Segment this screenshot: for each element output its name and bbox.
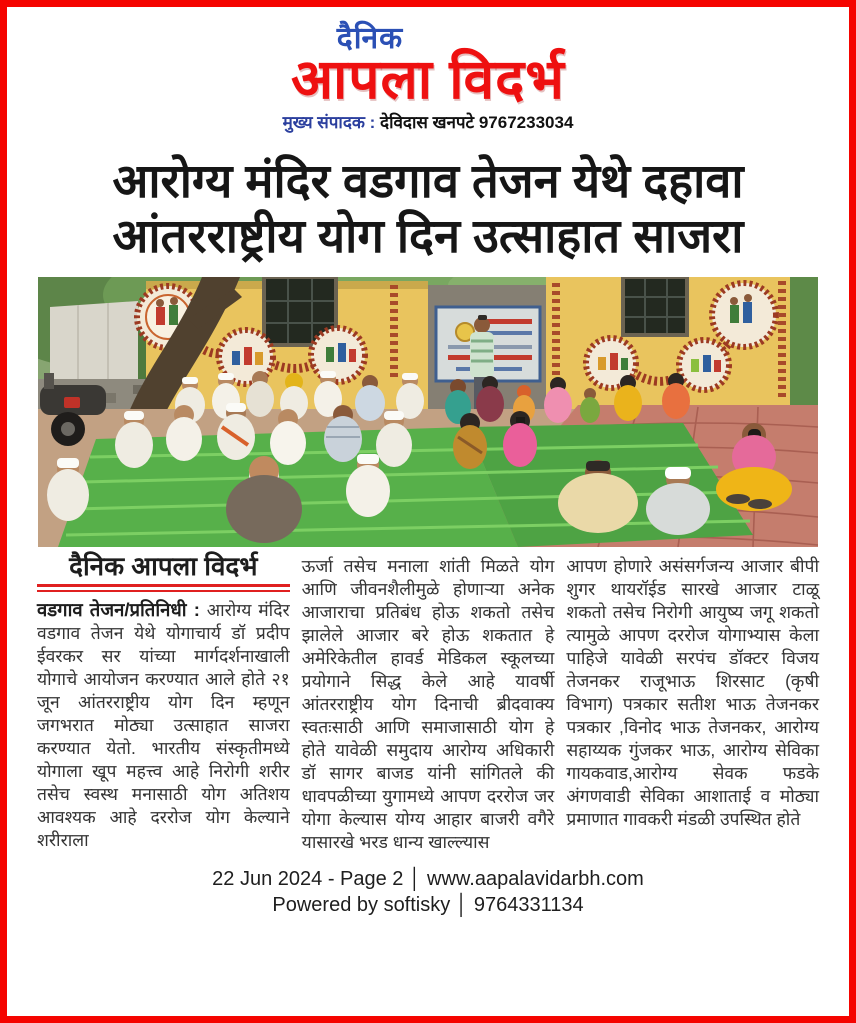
dateline: वडगाव तेजन/प्रतिनिधी :: [37, 599, 200, 621]
column1-paragraph: [37, 598, 290, 852]
yoga-gathering-photo: [38, 277, 818, 547]
column-heading: दैनिक आपला विदर्भ: [69, 551, 258, 582]
page-footer: [7, 868, 849, 917]
article-column-3: [566, 555, 819, 854]
column3-paragraph: [566, 555, 819, 831]
editor-value: देविदास खनपटे 9767233034: [375, 113, 574, 133]
window-right: [623, 277, 687, 335]
masthead-title: आपला विदर्भ: [291, 47, 565, 110]
footer-date-page-url: 22 Jun 2024 - Page 2 │ www.aapalavidarbh.com: [212, 868, 644, 891]
editor-line: [7, 114, 849, 132]
column1-text: आरोग्य मंदिर वडगाव तेजन येथे योगाचार्य डॉ प्रदीप ईवरकर सर यांच्या मार्गदर्शनाखाली योगाचे आयोजन करण्यात आले होते २१ जून आंतरराष्ट्रीय योग दिन म्हणून जगभरात मोठ्या उत्साहात साजरा करण्यात येतो. भारतीय संस्कृतीमध्ये योगाला खूप महत्त्व आहे निरोगी शरीर तसेच स्वस्थ मनासाठी योग अतिशय आवश्यक आहे दररोज योग केल्याने शरीराला: [37, 600, 290, 851]
article-headline: [7, 154, 849, 264]
column3-text: आपण होणारे असंसर्गजन्य आजार बीपी शुगर थायरॉईड सारखे आजार टाळू शकतो तसेच निरोगी आयुष्य जगू शकतो त्यामुळे आपण दररोज योगाभ्यास केला पाहिजे यावेळी सरपंच डॉक्टर विजय तेजनकर राजूभाऊ शिरसाट (कृषी विभाग) पत्रकार सतीश भाऊ तेजनकर पत्रकार ,विनोद भाऊ तेजनकर, आरोग्य सहाय्यक गुंजकर भाऊ, आरोग्य सेविका गायकवाड,आरोग्य सेवक फडके अंगणवाडी सेविका आशाताई व मोठ्या प्रमाणात गावकरी मंडळी उपस्थित होते: [566, 556, 820, 830]
double-red-rule: [37, 584, 290, 592]
headline-line-1: आरोग्य मंदिर वडगाव तेजन येथे दहावा: [112, 154, 744, 208]
article-photo: [38, 277, 818, 547]
article-column-2: [302, 555, 555, 854]
headline-line-2: आंतरराष्ट्रीय योग दिन उत्साहात साजरा: [112, 209, 744, 263]
editor-label: मुख्य संपादक :: [282, 113, 376, 133]
footer-powered-by: Powered by softisky │ 9764331134: [272, 894, 584, 917]
masthead: [7, 7, 849, 132]
column2-text: ऊर्जा तसेच मनाला शांती मिळते योग आणि जीवनशैलीमुळे होणाऱ्या अनेक आजाराचा प्रतिबंध होऊ शकतो तसेच झालेले आजार बरे होऊ शकतात हे अमेरिकेतील हावर्ड मेडिकल स्कूलच्या प्रयोगाने सिद्ध केले आहे यावर्षी आंतरराष्ट्रीय योग दिनाची ब्रीदवाक्य स्वतःसाठी आणि समाजासाठी योग हे होते यावेळी समुदाय आरोग्य अधिकारी डॉ सागर बाजड यांनी सांगितले की धावपळीच्या युगामध्ये आपण दररोज जर योगा केल्यास योग्य आहार बाजरी वगैरे यासारखे भरड धान्य खाल्ल्यास: [301, 556, 555, 853]
column2-paragraph: [302, 555, 555, 854]
masthead-tagline: दैनिक: [336, 22, 404, 55]
compound-wall: [50, 301, 138, 389]
article-column-1: [37, 551, 290, 854]
article-body: [37, 551, 820, 854]
